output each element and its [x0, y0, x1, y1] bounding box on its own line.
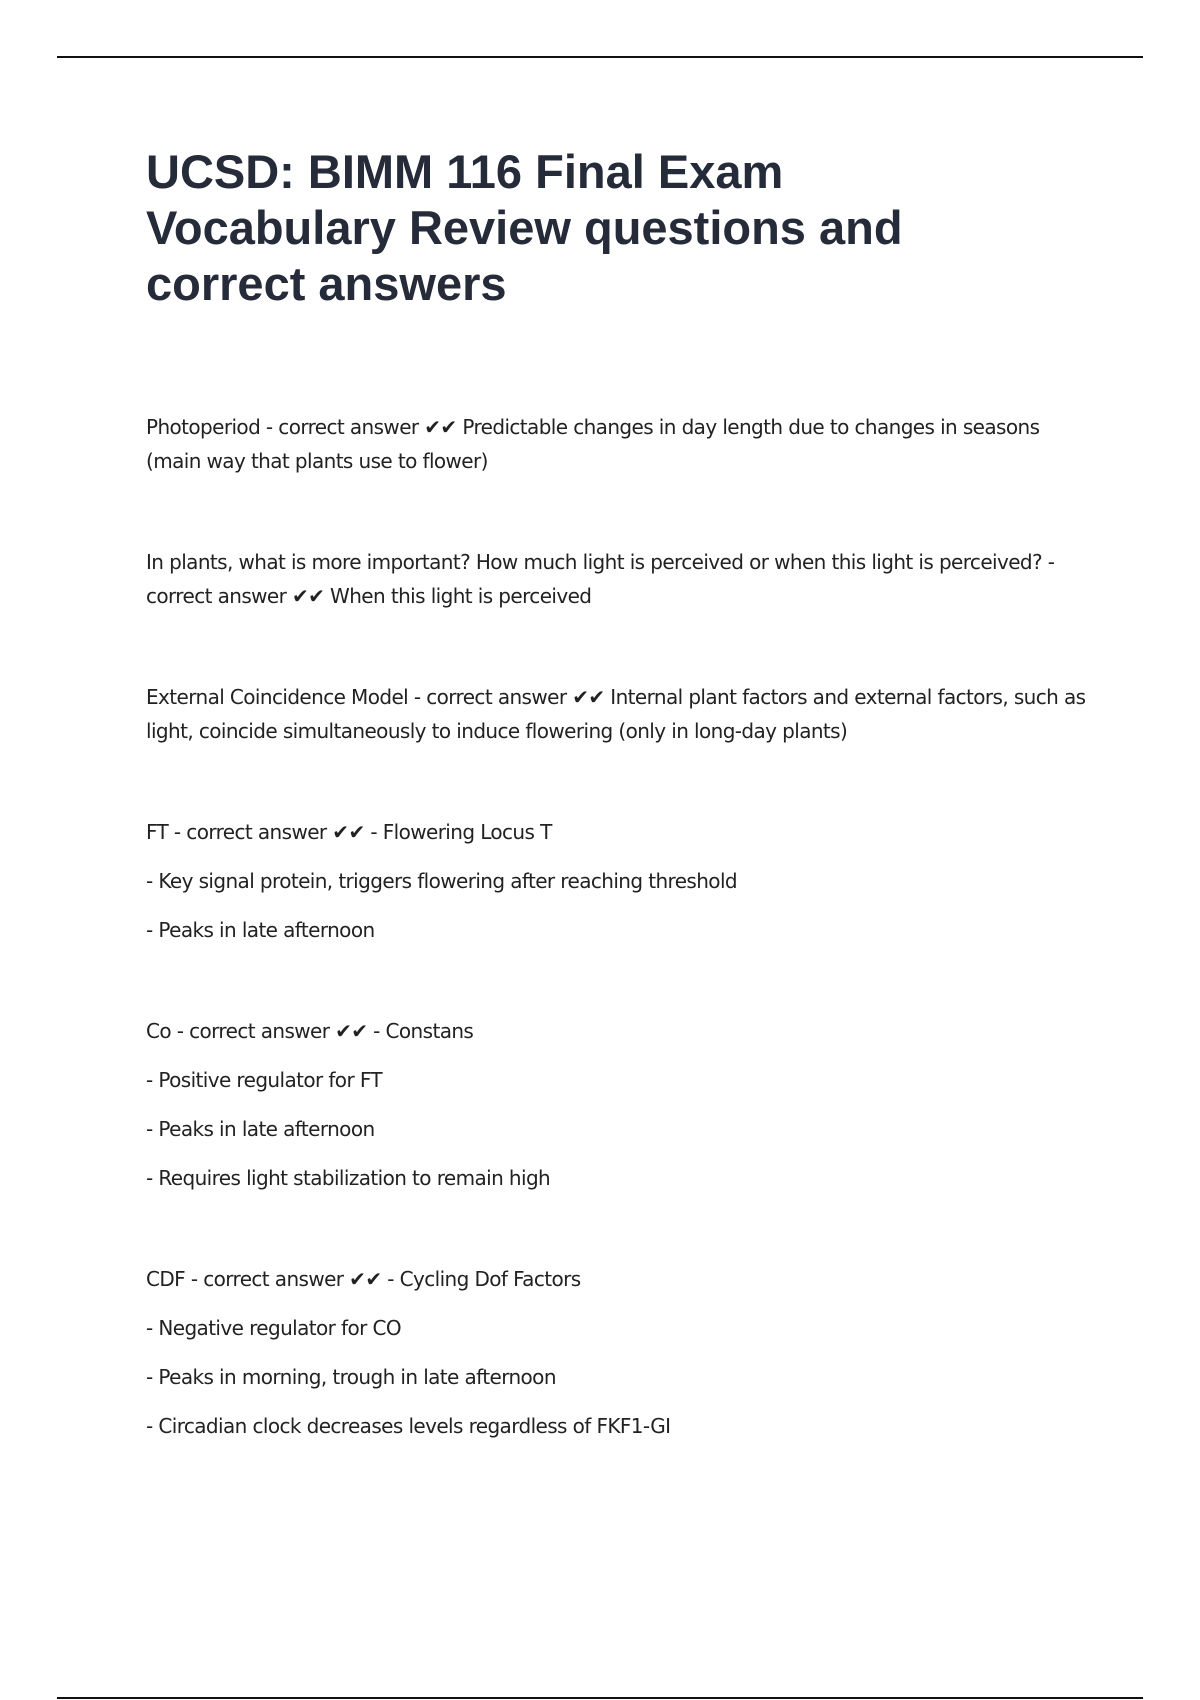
entry-point: - Peaks in late afternoon [146, 1117, 375, 1141]
entry-point: - Requires light stabilization to remain high [146, 1166, 551, 1190]
entry-point: - Negative regulator for CO [146, 1316, 401, 1340]
document-title: UCSD: BIMM 116 Final Exam Vocabulary Review questions and correct answers [146, 145, 903, 310]
vocabulary-list [146, 410, 1096, 1443]
entry-text: Co - correct answer ✔✔ - Constans [146, 1019, 474, 1043]
entry-text: External Coincidence Model - correct answer ✔✔ Internal plant factors and external factors, such as light, coincide simultaneously to induce flowering (only in long-day plants) [146, 685, 1086, 743]
entry-point: - Peaks in morning, trough in late afternoon [146, 1365, 556, 1389]
vocab-entry-ft [146, 815, 1096, 947]
entry-point: - Circadian clock decreases levels regardless of FKF1-GI [146, 1414, 671, 1438]
entry-text: In plants, what is more important? How much light is perceived or when this light is perceived? - correct answer ✔✔ When this light is perceived [146, 550, 1055, 608]
vocab-entry-cdf [146, 1262, 1096, 1443]
entry-point: - Peaks in late afternoon [146, 918, 375, 942]
entry-text: Photoperiod - correct answer ✔✔ Predictable changes in day length due to changes in seasons (main way that plants use to flower) [146, 415, 1040, 473]
entry-text: CDF - correct answer ✔✔ - Cycling Dof Factors [146, 1267, 581, 1291]
entry-point: - Key signal protein, triggers flowering after reaching threshold [146, 869, 738, 893]
top-divider [57, 56, 1143, 58]
vocab-entry-co [146, 1014, 1096, 1195]
vocab-entry-photoperiod [146, 410, 1096, 478]
entry-text: FT - correct answer ✔✔ - Flowering Locus T [146, 820, 552, 844]
entry-point: - Positive regulator for FT [146, 1068, 382, 1092]
vocab-entry-external-coincidence-model [146, 680, 1096, 748]
vocab-entry-light-perception [146, 545, 1096, 613]
bottom-divider [57, 1697, 1143, 1699]
